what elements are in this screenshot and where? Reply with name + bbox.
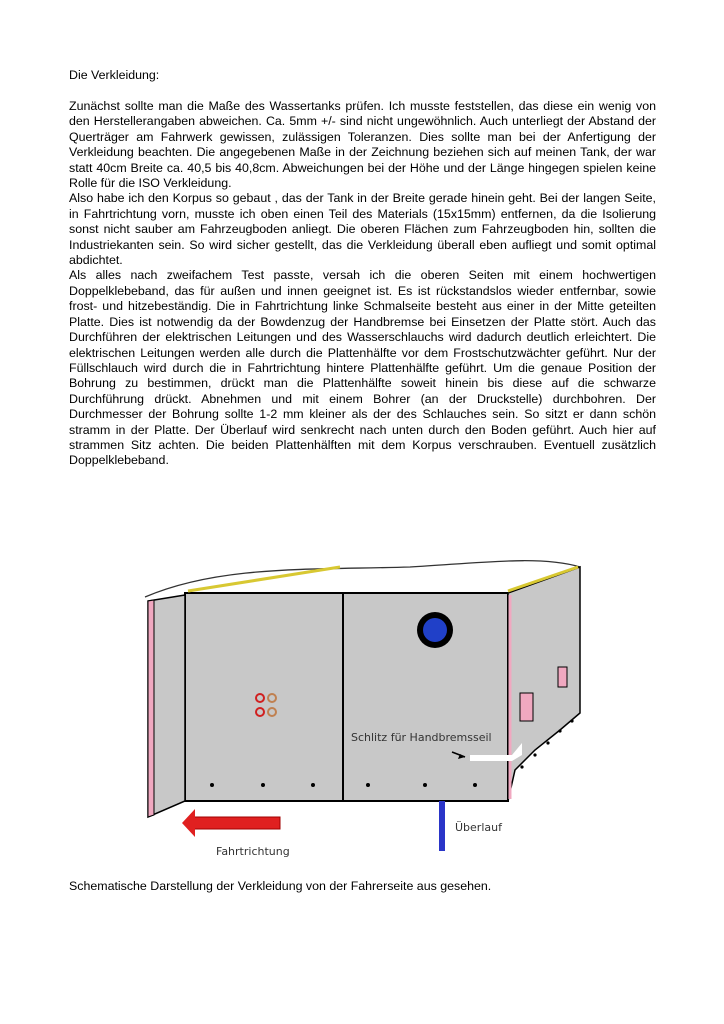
paragraph: Als alles nach zweifachem Test passte, versah ich die oberen Seiten mit einem hochwertigen Doppelklebeband, das für außen und innen geeignet ist. Es ist rückstandslos wieder entfernbar, sowie frost- und hitzebeständig. Die in Fahrtrichtung linke Schmalseite besteht aus einer in der Mitte geteilten Platte. Dies ist notwendig da der Bowdenzug der Handbremse bei Einsetzen der Platte stört. Auch das Durchführen der elektrischen Leitungen und des Wasserschlauchs wird dadurch deutlich erleichtert. Die elektrischen Leitungen werden alle durch die Plattenhälfte vor dem Frostschutzwächter geführt. Nur der Füllschlauch wird durch die in Fahrtrichtung hintere Plattenhälfte geführt. Um die genaue Position der Bohrung zu bestimmen, drückt man die Plattenhälfte soweit hinein bis diese auf die schwarze Durchführung drückt. Abnehmen und mit einem Bohrer (an der Druckstelle) durchbohren. Der Durchmesser der Bohrung sollte 1-2 mm kleiner als der des Schlauches sein. So sitzt er dann schön stramm in der Platte. Der Überlauf wird senkrecht nach unten durch den Boden geführt. Auch hier auf strammen Sitz achten. Die beiden Plattenhälften mit dem Korpus verschrauben. Eventuell zusätzlich Doppelklebeband. (69, 268, 656, 468)
body-text (69, 99, 656, 469)
side-panel (508, 567, 580, 801)
overflow-label: Überlauf (455, 821, 502, 834)
paragraph: Zunächst sollte man die Maße des Wassertanks prüfen. Ich musste feststellen, das diese ein wenig von den Herstellerangaben abweichen. Ca. 5mm +/- sind nicht ungewöhnlich. Auch unterliegt der Abstand der Querträger am Fahrwerk gewissen, zulässigen Toleranzen. Dies sollte man bei der Anfertigung der Verkleidung beachten. Die angegebenen Maße in der Zeichnung beziehen sich auf meinen Tank, der war statt 40cm Breite ca. 40,5 bis 40,8cm. Abweichungen bei der Höhe und der Länge hingegen spielen keine Rolle für die ISO Verkleidung. (69, 99, 656, 191)
section-heading: Die Verkleidung: (69, 68, 160, 82)
slot-label: Schlitz für Handbremsseil (351, 731, 492, 744)
figure-caption: Schematische Darstellung der Verkleidung von der Fahrerseite aus gesehen. (69, 879, 492, 893)
direction-arrow-head (182, 809, 195, 837)
paragraph: Also habe ich den Korpus so gebaut , das der Tank in der Breite gerade hinein geht. Bei der langen Seite, in Fahrtrichtung vorn, musste ich oben einen Teil des Materials (15x15mm) entfernen, da die Isolierung sonst nicht sauber am Fahrzeugboden anliegt. Die oberen Flächen zum Fahrzeugboden hin, sollten die Industriekanten sein. So wird sicher gestellt, das die Verkleidung überall eben aufliegt und somit optimal abdichtet. (69, 191, 656, 268)
cladding-diagram (140, 545, 600, 865)
direction-arrow-shaft (192, 817, 280, 829)
side-opening-1 (558, 667, 567, 687)
direction-label: Fahrtrichtung (216, 845, 290, 858)
left-door-edge (148, 600, 154, 817)
tape-strip-top (188, 567, 340, 591)
filler-hole (423, 618, 447, 642)
side-opening-2 (520, 693, 533, 721)
